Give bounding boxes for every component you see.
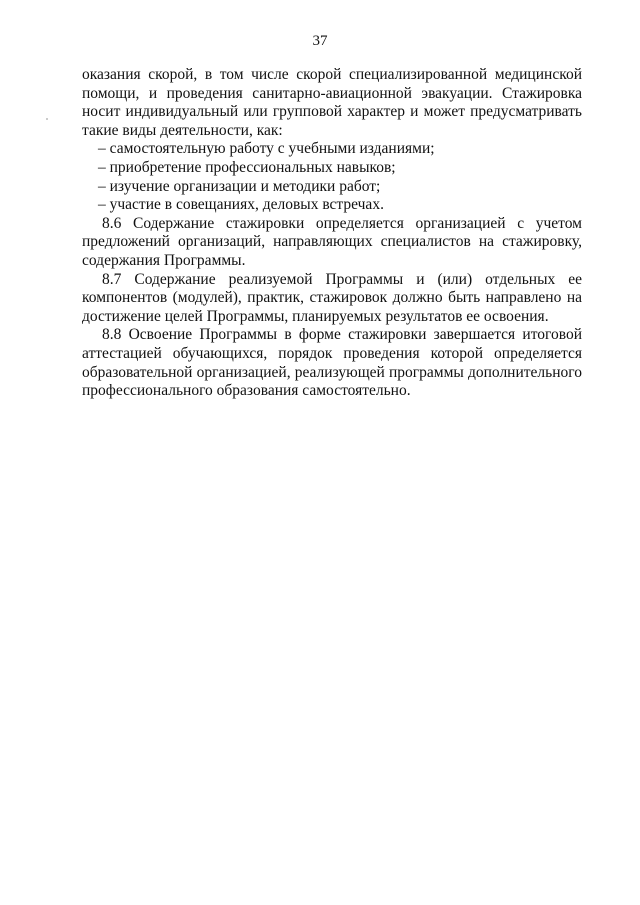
clause-8-6: 8.6 Содержание стажировки определяется организацией с учетом предложений организаций, направляющих специалистов на стажировку, содержания Программы. bbox=[82, 214, 582, 269]
page-body bbox=[82, 66, 582, 401]
intro-paragraph: оказания скорой, в том числе скорой специализированной медицинской помощи, и проведения санитарно-авиационной эвакуации. Стажировка носит индивидуальный или групповой характер и может предусматривать такие виды деятельности, как: bbox=[82, 66, 582, 139]
activity-item: – самостоятельную работу с учебными изданиями; bbox=[98, 140, 435, 158]
activity-item: – участие в совещаниях, деловых встречах. bbox=[98, 196, 384, 214]
clause-8-7: 8.7 Содержание реализуемой Программы и (или) отдельных ее компонентов (модулей), практик, стажировок должно быть направлено на достижение целей Программы, планируемых результатов ее освоения. bbox=[82, 270, 582, 325]
activities-list bbox=[82, 140, 582, 214]
scan-artifact-dot bbox=[46, 118, 48, 120]
activity-item: – приобретение профессиональных навыков; bbox=[98, 158, 396, 176]
activity-item: – изучение организации и методики работ; bbox=[98, 177, 381, 195]
page-number: 37 bbox=[312, 33, 328, 49]
clause-8-8: 8.8 Освоение Программы в форме стажировки завершается итоговой аттестацией обучающихся, порядок проведения которой определяется образовательной организацией, реализующей программы дополнительного профессионального образования самостоятельно. bbox=[82, 326, 582, 400]
